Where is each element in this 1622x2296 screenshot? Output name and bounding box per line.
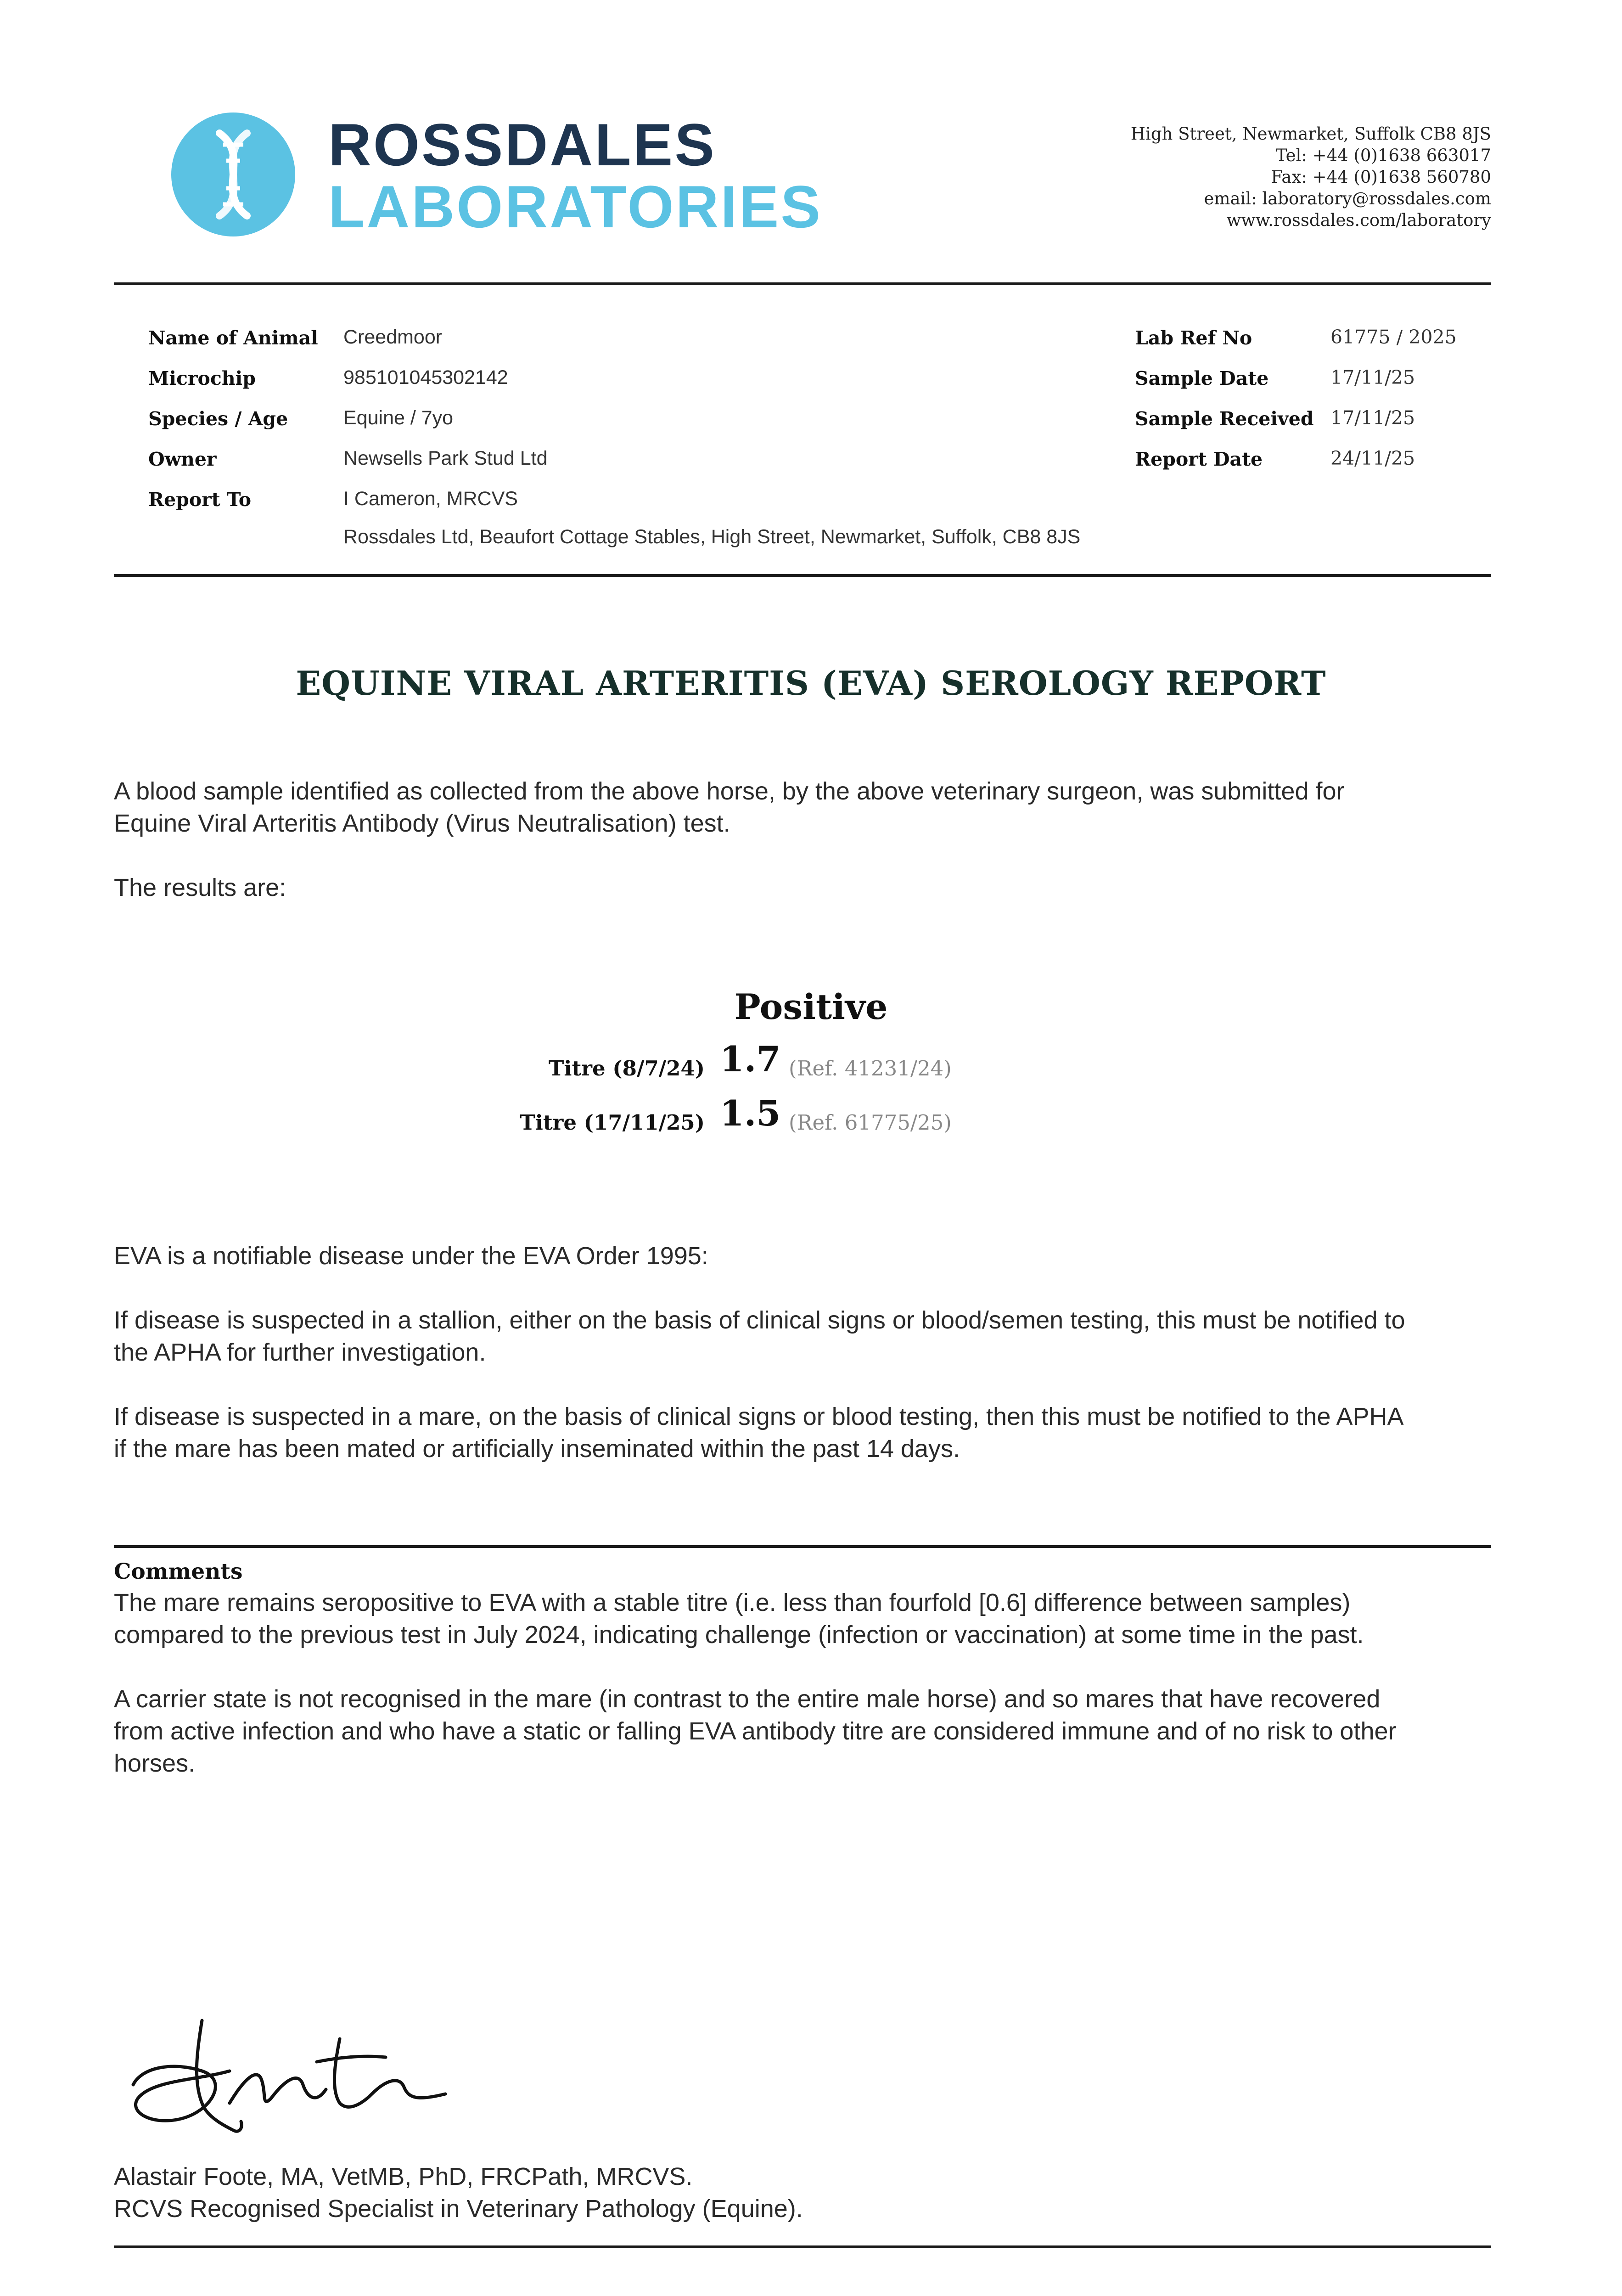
report-date-value: 24/11/25	[1330, 447, 1415, 469]
website[interactable]: www.rossdales.com/laboratory	[1226, 210, 1491, 230]
result-status: Positive	[734, 986, 888, 1027]
owner-label: Owner	[148, 448, 217, 470]
species-age-label: Species / Age	[148, 408, 288, 430]
species-age-value: Equine / 7yo	[343, 407, 454, 429]
logo-dna-icon	[171, 113, 295, 236]
sample-received-value: 17/11/25	[1330, 407, 1415, 429]
microchip-value: 985101045302142	[343, 366, 508, 388]
logo-wordmark-line1: ROSSDALES	[328, 111, 717, 178]
fax: Fax: +44 (0)1638 560780	[1271, 167, 1491, 187]
animal-name-label: Name of Animal	[148, 327, 318, 349]
divider	[114, 1545, 1491, 1548]
signatory-name: Alastair Foote, MA, VetMB, PhD, FRCPath, MRCVS.	[114, 2163, 693, 2190]
report-to-label: Report To	[148, 489, 252, 511]
sample-date-value: 17/11/25	[1330, 366, 1415, 388]
lab-ref-value: 61775 / 2025	[1330, 326, 1457, 348]
titre-reference: (Ref. 61775/25)	[789, 1110, 952, 1135]
telephone: Tel: +44 (0)1638 663017	[1275, 146, 1491, 165]
address: High Street, Newmarket, Suffolk CB8 8JS	[1130, 124, 1491, 144]
intro-line: Equine Viral Arteritis Antibody (Virus Neutralisation) test.	[114, 810, 730, 837]
divider	[114, 282, 1491, 285]
comment-line: A carrier state is not recognised in the mare (in contrast to the entire male horse) and so mares that have recovered	[114, 1685, 1381, 1713]
divider	[114, 2245, 1491, 2248]
owner-value: Newsells Park Stud Ltd	[343, 447, 548, 469]
report-to-value: I Cameron, MRCVS	[343, 488, 518, 510]
report-title: EQUINE VIRAL ARTERITIS (EVA) SEROLOGY REPORT	[296, 664, 1326, 703]
notice-line: the APHA for further investigation.	[114, 1339, 486, 1366]
contact-block	[1131, 123, 1491, 231]
stallion-notice	[114, 1304, 1496, 1368]
report-to-address: Rossdales Ltd, Beaufort Cottage Stables, High Street, Newmarket, Suffolk, CB8 8JS	[343, 526, 1081, 548]
intro-line: A blood sample identified as collected from the above horse, by the above veterinary surgeon, was submitted for	[114, 777, 1345, 805]
titre-value: 1.5	[720, 1093, 781, 1134]
signatory-title: RCVS Recognised Specialist in Veterinary Pathology (Equine).	[114, 2195, 803, 2223]
divider	[114, 574, 1491, 577]
logo-wordmark-line2: LABORATORIES	[328, 173, 823, 240]
intro-paragraph	[114, 775, 1496, 839]
email[interactable]: email: laboratory@rossdales.com	[1204, 189, 1491, 208]
comments-paragraph	[114, 1683, 1496, 1779]
notifiable-notice: EVA is a notifiable disease under the EVA Order 1995:	[114, 1242, 708, 1270]
notice-line: If disease is suspected in a mare, on the basis of clinical signs or blood testing, then this must be notified to the APHA	[114, 1403, 1404, 1430]
lab-ref-label: Lab Ref No	[1135, 327, 1252, 349]
notice-line: if the mare has been mated or artificially inseminated within the past 14 days.	[114, 1435, 960, 1463]
titre-label: Titre (8/7/24)	[548, 1056, 705, 1080]
comment-line: from active infection and who have a static or falling EVA antibody titre are considered immune and of no risk to other	[114, 1717, 1397, 1745]
comment-line: horses.	[114, 1750, 196, 1777]
titre-reference: (Ref. 41231/24)	[789, 1056, 952, 1080]
sample-received-label: Sample Received	[1135, 408, 1314, 430]
handwritten-signature	[124, 2011, 473, 2144]
titre-value: 1.7	[720, 1039, 781, 1080]
comment-line: The mare remains seropositive to EVA with a stable titre (i.e. less than fourfold [0.6] difference between samples)	[114, 1589, 1351, 1616]
animal-name-value: Creedmoor	[343, 326, 443, 348]
mare-notice	[114, 1401, 1496, 1465]
results-intro: The results are:	[114, 874, 286, 901]
sample-date-label: Sample Date	[1135, 367, 1269, 389]
comments-paragraph	[114, 1587, 1496, 1651]
dna-helix-icon	[171, 113, 295, 236]
comment-line: compared to the previous test in July 2024, indicating challenge (infection or vaccination) at some time in the past.	[114, 1621, 1364, 1649]
titre-label: Titre (17/11/25)	[520, 1110, 705, 1135]
microchip-label: Microchip	[148, 367, 256, 389]
notice-line: If disease is suspected in a stallion, either on the basis of clinical signs or blood/semen testing, this must be notified to	[114, 1306, 1405, 1334]
report-date-label: Report Date	[1135, 448, 1263, 470]
comments-heading: Comments	[114, 1559, 243, 1584]
